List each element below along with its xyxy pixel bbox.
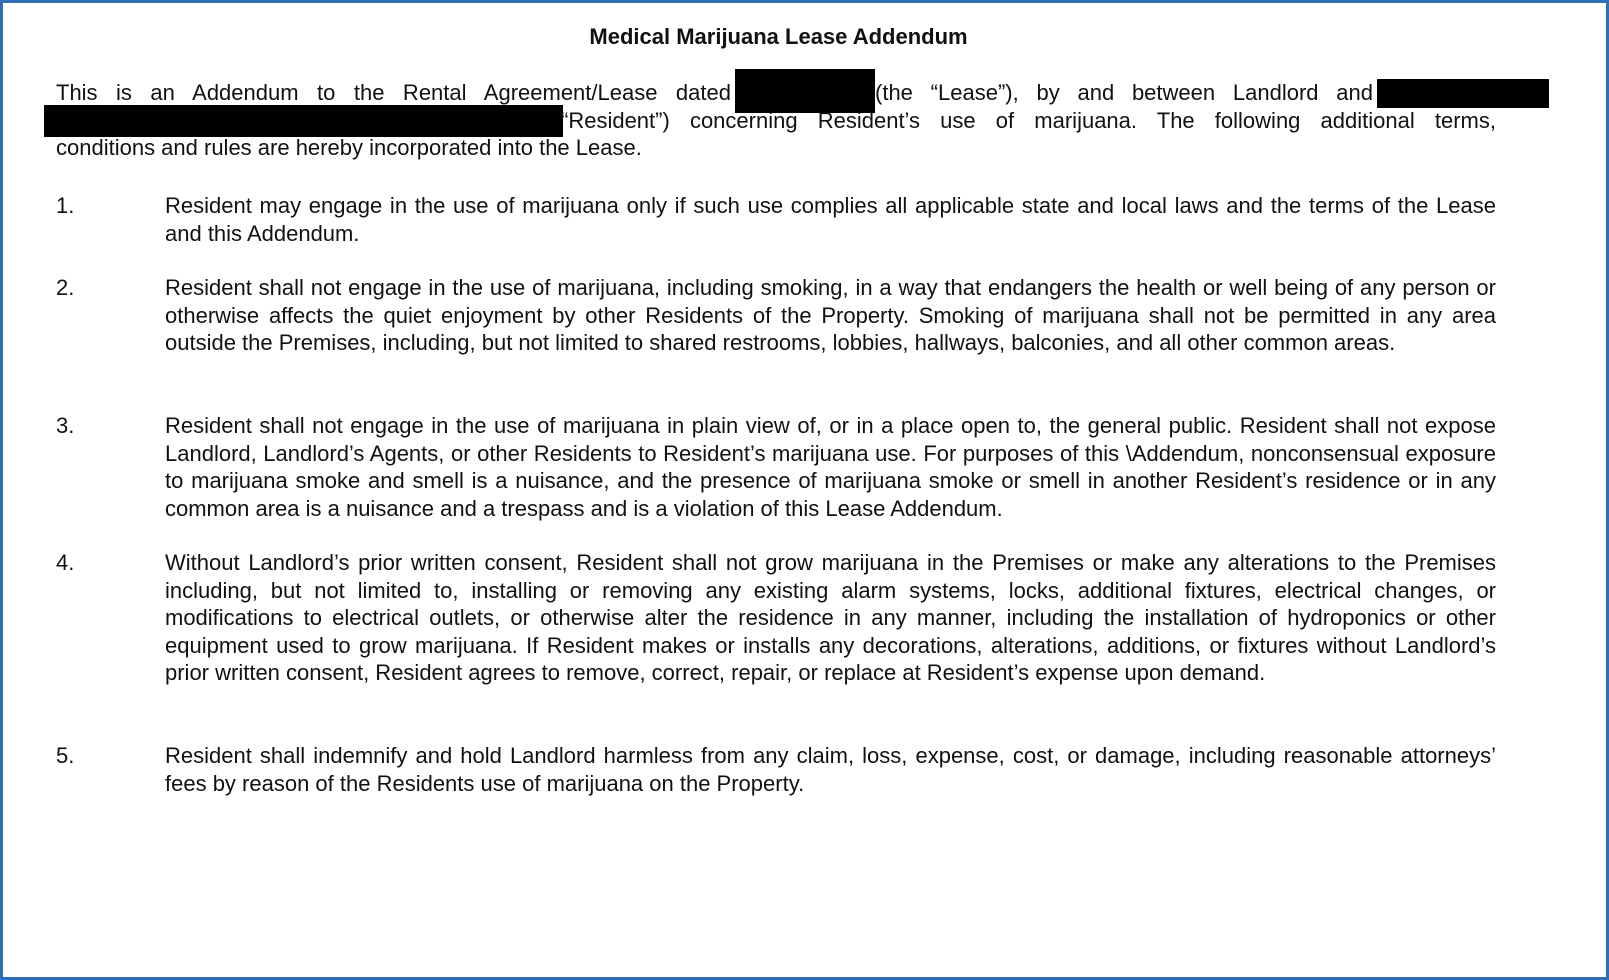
intro-line-1-end: (the “Lease”), by and between Landlord and [875,80,1373,105]
intro-line-2-end: “Resident”) concerning Resident’s use of marijuana. The following additional terms, [561,108,1496,133]
item-5-text: Resident shall indemnify and hold Landlord harmless from any claim, loss, expense, cost, or damage, including reasonable attorneys’ fees by reason of the Residents use of marijuana on the Property. [165,743,1496,796]
redacted-date [735,69,875,113]
item-3-text: Resident shall not engage in the use of marijuana in plain view of, or in a place open to, the general public. Resident shall not expose Landlord, Landlord’s Agents, or other Residents to Resident’s marijuana use. For purposes of this \Addendum, nonconsensual exposure to marijuana smoke and smell is a nuisance, and the presence of marijuana smoke or smell in another Resident’s residence or in any common area is a nuisance and a trespass and is a violation of this Lease Addendum. [165,413,1496,521]
intro-line-1-start: This is an Addendum to the Rental Agreement/Lease dated [56,80,731,105]
item-5-number: 5. [56,743,75,768]
item-1-text: Resident may engage in the use of marijuana only if such use complies all applicable state and local laws and the terms of the Lease and this Addendum. [165,193,1496,246]
item-2-number: 2. [56,275,75,300]
item-4-text: Without Landlord’s prior written consent, Resident shall not grow marijuana in the Premises or make any alterations to the Premises including, but not limited to, installing or removing any existing alarm systems, locks, additional fixtures, electrical changes, or modifications to electrical outlets, or otherwise alter the residence in any manner, including the installation of hydroponics or other equipment used to grow marijuana. If Resident makes or installs any decorations, alterations, additions, or fixtures without Landlord’s prior written consent, Resident agrees to remove, correct, repair, or replace at Resident’s expense upon demand. [165,550,1496,685]
item-1-number: 1. [56,193,75,218]
intro-line-3: conditions and rules are hereby incorporated into the Lease. [56,135,642,160]
document-title: Medical Marijuana Lease Addendum [589,24,968,49]
redacted-resident-name-2 [44,105,563,137]
redacted-resident-name-1 [1377,79,1549,108]
item-4-number: 4. [56,550,75,575]
item-3-number: 3. [56,413,75,438]
item-2-text: Resident shall not engage in the use of marijuana, including smoking, in a way that endangers the health or well being of any person or otherwise affects the quiet enjoyment by other Residents of the Property. Smoking of marijuana shall not be permitted in any area outside the Premises, including, but not limited to shared restrooms, lobbies, hallways, balconies, and all other common areas. [165,275,1496,355]
